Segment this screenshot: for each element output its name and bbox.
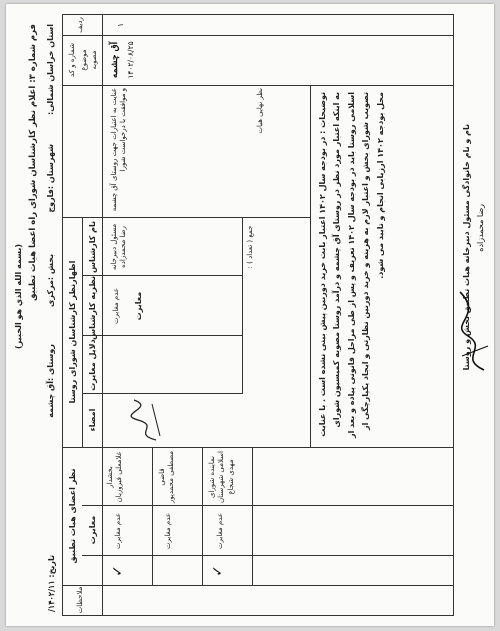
col-expert-name: نام کارشناس xyxy=(88,220,97,274)
member-3-check: ✓ xyxy=(210,565,226,577)
village-label: روستای :آق چشمه xyxy=(46,344,55,418)
col-board-header: نظر اعضای هیات تطبیق xyxy=(68,468,77,564)
col-reasons: دلایل مغایرت xyxy=(88,339,97,391)
form-title: فرم شماره ۳: اعلام نظر کارشناسان شورای راه اعضا هیات تطبیق xyxy=(28,24,38,302)
footer-title: نام و نام خانوادگی مسئول دبیرخانه هیات تطبیق بخش و روستا xyxy=(462,124,471,371)
col-expert-opinion: نظریه کارشناس xyxy=(88,276,97,340)
total-label: جمع ( تعداد ) : xyxy=(246,225,254,269)
col-row-no: ردیف xyxy=(76,17,84,33)
footer-signature xyxy=(454,286,492,376)
col-notes: ملاحظات xyxy=(76,586,84,614)
topic-text: عنایت به اعتبارات جهت روستای آق چشمه و موافقت با درخواست شورا xyxy=(110,88,128,212)
county-label: شهرستان :فاروج xyxy=(46,144,55,213)
scanned-document xyxy=(6,4,494,626)
date-label: تاریخ: ۱۴۰۲/۱۱/ xyxy=(46,554,56,612)
col-topic: موضوع xyxy=(80,49,88,71)
resolution-date: ۱۴۰۲/۰۸/۲۵ xyxy=(126,41,135,79)
col-experts-header: اظهارنظر کارشناسان شورای روستا xyxy=(68,260,77,404)
member-1-role: بخشدار xyxy=(106,466,114,488)
expert-signature xyxy=(126,396,166,444)
member-1 xyxy=(106,450,125,504)
member-2-name: مصطفی محمدپور xyxy=(167,450,176,504)
member-3-role: نماینده شورای اسلامی شهرستان xyxy=(208,451,226,504)
note-body: توضیحات : در بودجه سال ۱۴۰۲ اعتبار بابت خرید دوربین پیش بینی نشده است . با عنایت به اینکه اعتبار مورد نظر در روستای آق چشمه و درآمد روستا مصوبه کمیسیون شورای اسلامی روستا باید در بودجه سال ۱۴۰۲ تعریف و پس از طی مراحل قانونی پیاده و بعد از تصویب شورای بخش و اعتبار لازم به هزینه و خرید دوربین نظارتی و ایجاد یکپارچگی از محل بودجه ۱۴۰۲ ارزیابی انجام و تایید می شود. xyxy=(318,92,385,439)
expert-name: مسئول دبیرخانه رضا محمدزاده xyxy=(110,223,128,271)
member-3-opinion: عدم مغایرت xyxy=(216,512,224,550)
col-conformity: مغایرت xyxy=(88,515,97,545)
member-1-check: ✓ xyxy=(110,565,126,577)
date-value: ۱۴۰۲/۱۱/ xyxy=(46,580,56,612)
member-1-opinion: عدم مغایرت xyxy=(114,512,122,550)
footer-name: رضا محمدزاده xyxy=(476,204,485,252)
expert-opinion: عدم مغایرت xyxy=(112,287,120,325)
col-topic-sub: مصوبه xyxy=(90,50,98,70)
district-label: بخش :مرکزی xyxy=(46,254,55,307)
subject-value: آق چشمه xyxy=(110,41,120,79)
member-2-role: قاضی xyxy=(158,468,166,486)
rotated-form-sheet xyxy=(6,4,494,626)
col-code-no: شماره و کد xyxy=(68,43,76,77)
member-3 xyxy=(208,450,236,504)
member-2 xyxy=(158,450,177,504)
province-label: استان خراسان شمالی: xyxy=(46,24,55,115)
row-index: ۱ xyxy=(116,22,125,28)
expert-opinion-sub: مغایرت xyxy=(134,291,143,321)
member-1-name: غلامعلی فیروزیان xyxy=(115,451,124,503)
member-3-name: مهدی شجاع xyxy=(226,459,235,495)
member-2-opinion: عدم مغایرت xyxy=(164,512,172,550)
basmala: (بسمه الله الذي هو الخبير) xyxy=(14,244,23,349)
col-signature: امضاء xyxy=(88,408,97,432)
note-sub: نظر نهایی هیات xyxy=(256,88,264,134)
